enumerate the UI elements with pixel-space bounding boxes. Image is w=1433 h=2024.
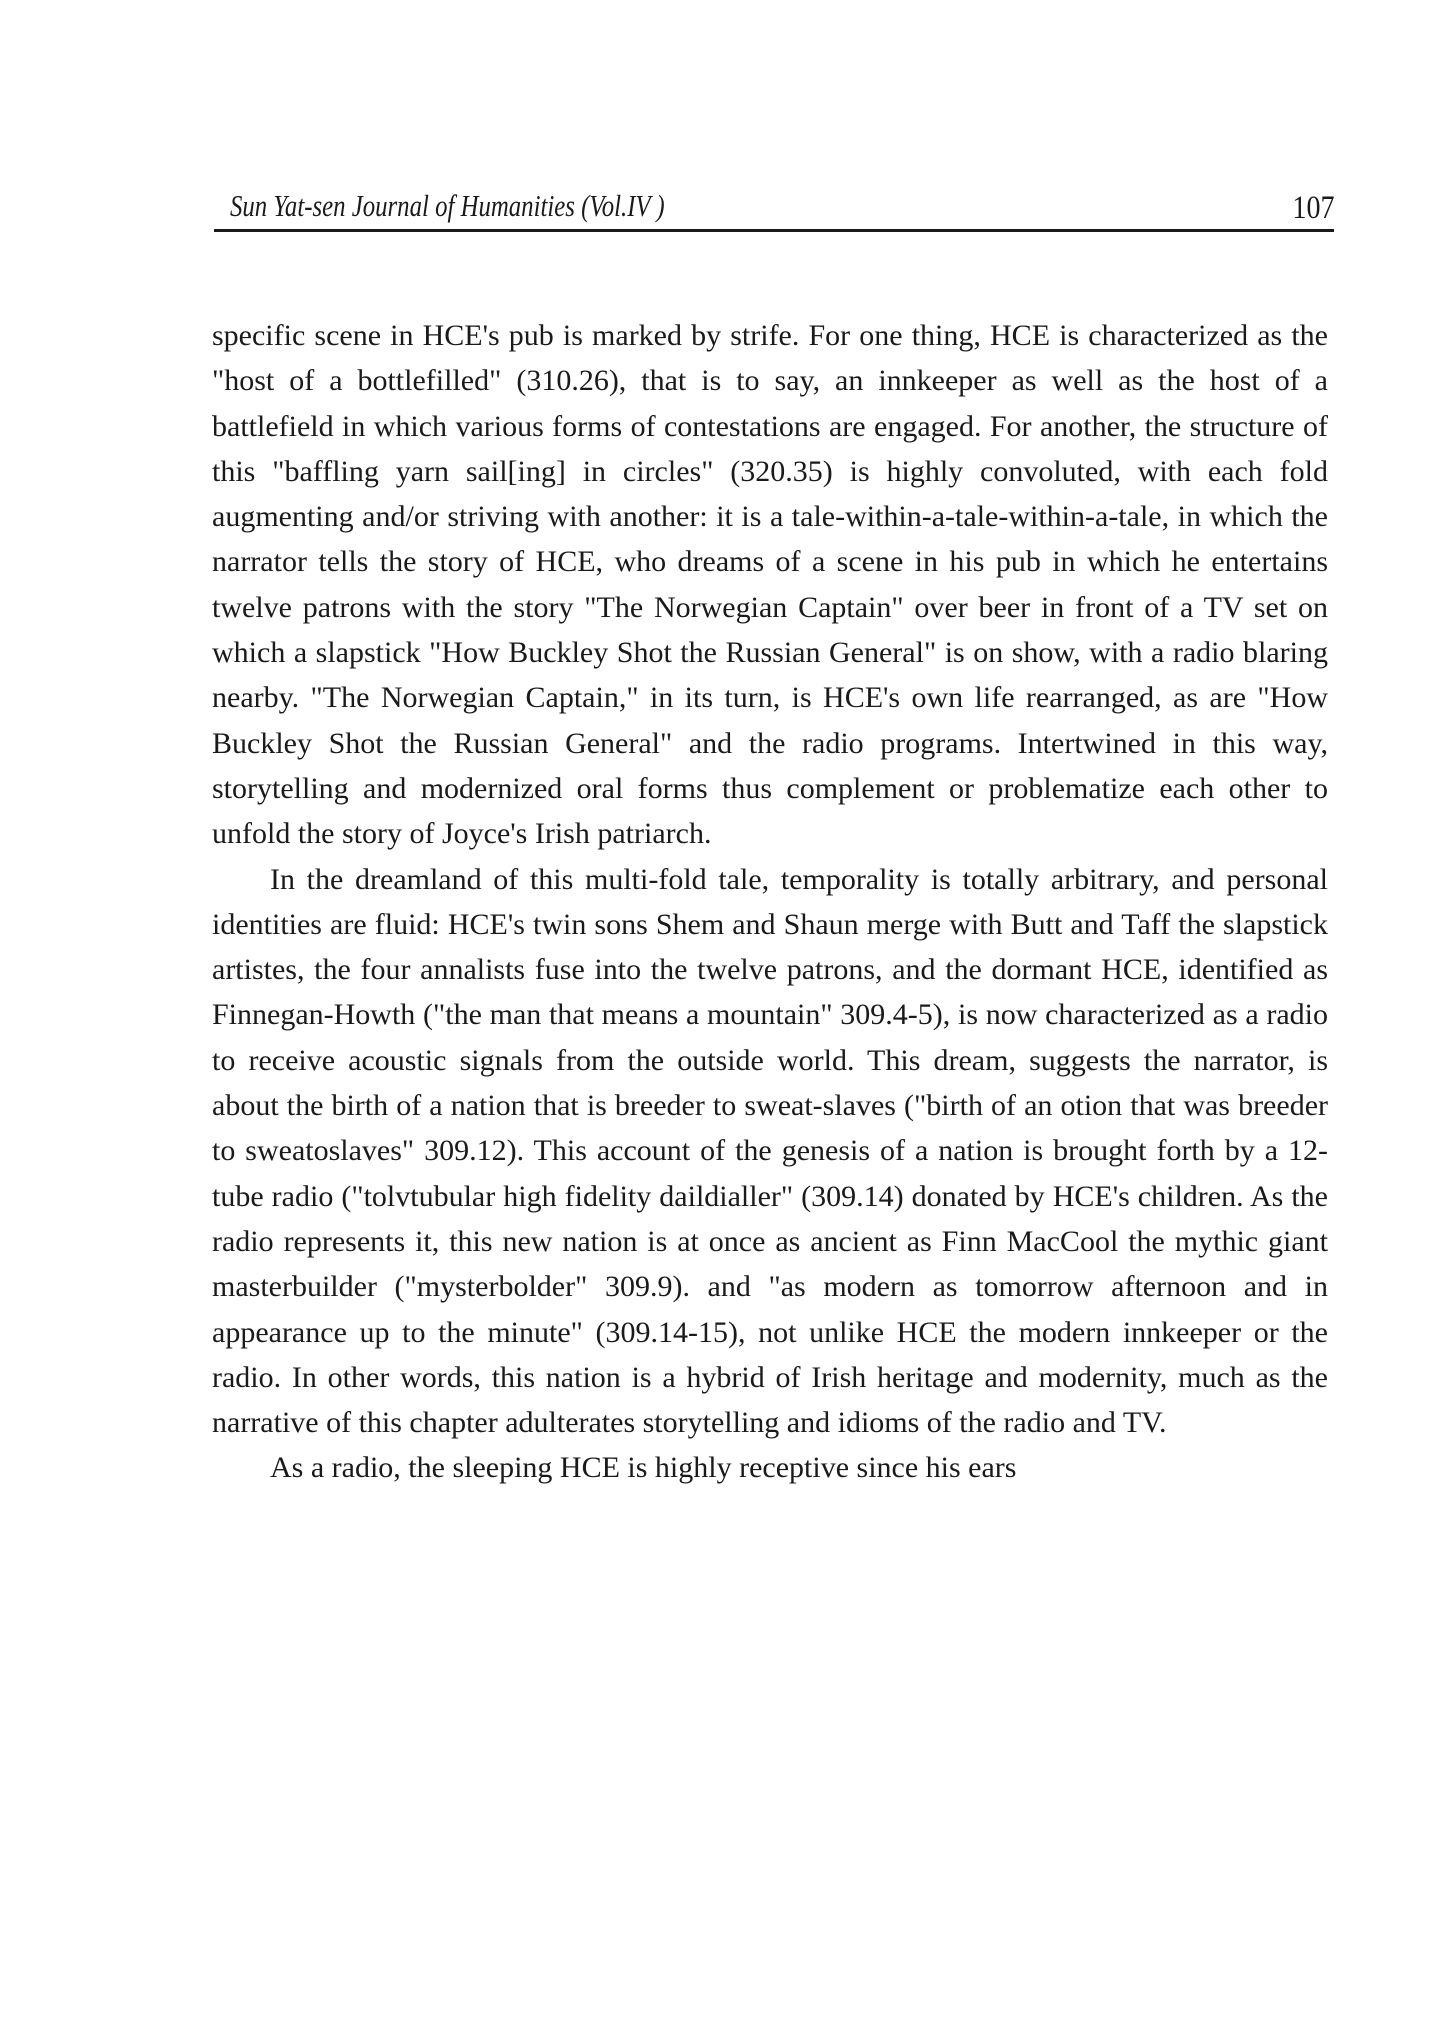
journal-title: Sun Yat-sen Journal of Humanities (Vol.IV ) bbox=[230, 188, 665, 223]
header-rule bbox=[214, 229, 1334, 232]
paragraph-1: specific scene in HCE's pub is marked by strife. For one thing, HCE is characterized as the "host of a bottlefilled" (310.26), that is to say, an innkeeper as well as the host of a battlefield in which various forms of contestations are engaged. For another, the structure of this "baffling yarn sail[ing] in circles" (320.35) is highly convoluted, with each fold augmenting and/or striving with another: it is a tale-within-a-tale-within-a-tale, in which the narrator tells the story of HCE, who dreams of a scene in his pub in which he entertains twelve patrons with the story "The Norwegian Captain" over beer in front of a TV set on which a slapstick "How Buckley Shot the Russian General" is on show, with a radio blaring nearby. "The Norwegian Captain," in its turn, is HCE's own life rearranged, as are "How Buckley Shot the Russian General" and the radio programs. Intertwined in this way, storytelling and modernized oral forms thus complement or problematize each other to unfold the story of Joyce's Irish patriarch. bbox=[212, 319, 1328, 851]
running-header bbox=[214, 186, 1334, 230]
body-text bbox=[212, 313, 1328, 1491]
page-number: 107 bbox=[1291, 190, 1334, 226]
paragraph-3: As a radio, the sleeping HCE is highly receptive since his ears bbox=[270, 1451, 1017, 1485]
paragraph-2: In the dreamland of this multi-fold tale, temporality is totally arbitrary, and personal identities are fluid: HCE's twin sons Shem and Shaun merge with Butt and Taff the slapstick artistes, the four annalists fuse into the twelve patrons, and the dormant HCE, identified as Finnegan-Howth ("the man that means a mountain" 309.4-5), is now characterized as a radio to receive acoustic signals from the outside world. This dream, suggests the narrator, is about the birth of a nation that is breeder to sweat-slaves ("birth of an otion that was breeder to sweatoslaves" 309.12). This account of the genesis of a nation is brought forth by a 12-tube radio ("tolvtubular high fidelity daildialler" (309.14) donated by HCE's children. As the radio represents it, this new nation is at once as ancient as Finn MacCool the mythic giant masterbuilder ("mysterbolder" 309.9). and "as modern as tomorrow afternoon and in appearance up to the minute" (309.14-15), not unlike HCE the modern innkeeper or the radio. In other words, this nation is a hybrid of Irish heritage and modernity, much as the narrative of this chapter adulterates storytelling and idioms of the radio and TV. bbox=[212, 862, 1328, 1440]
